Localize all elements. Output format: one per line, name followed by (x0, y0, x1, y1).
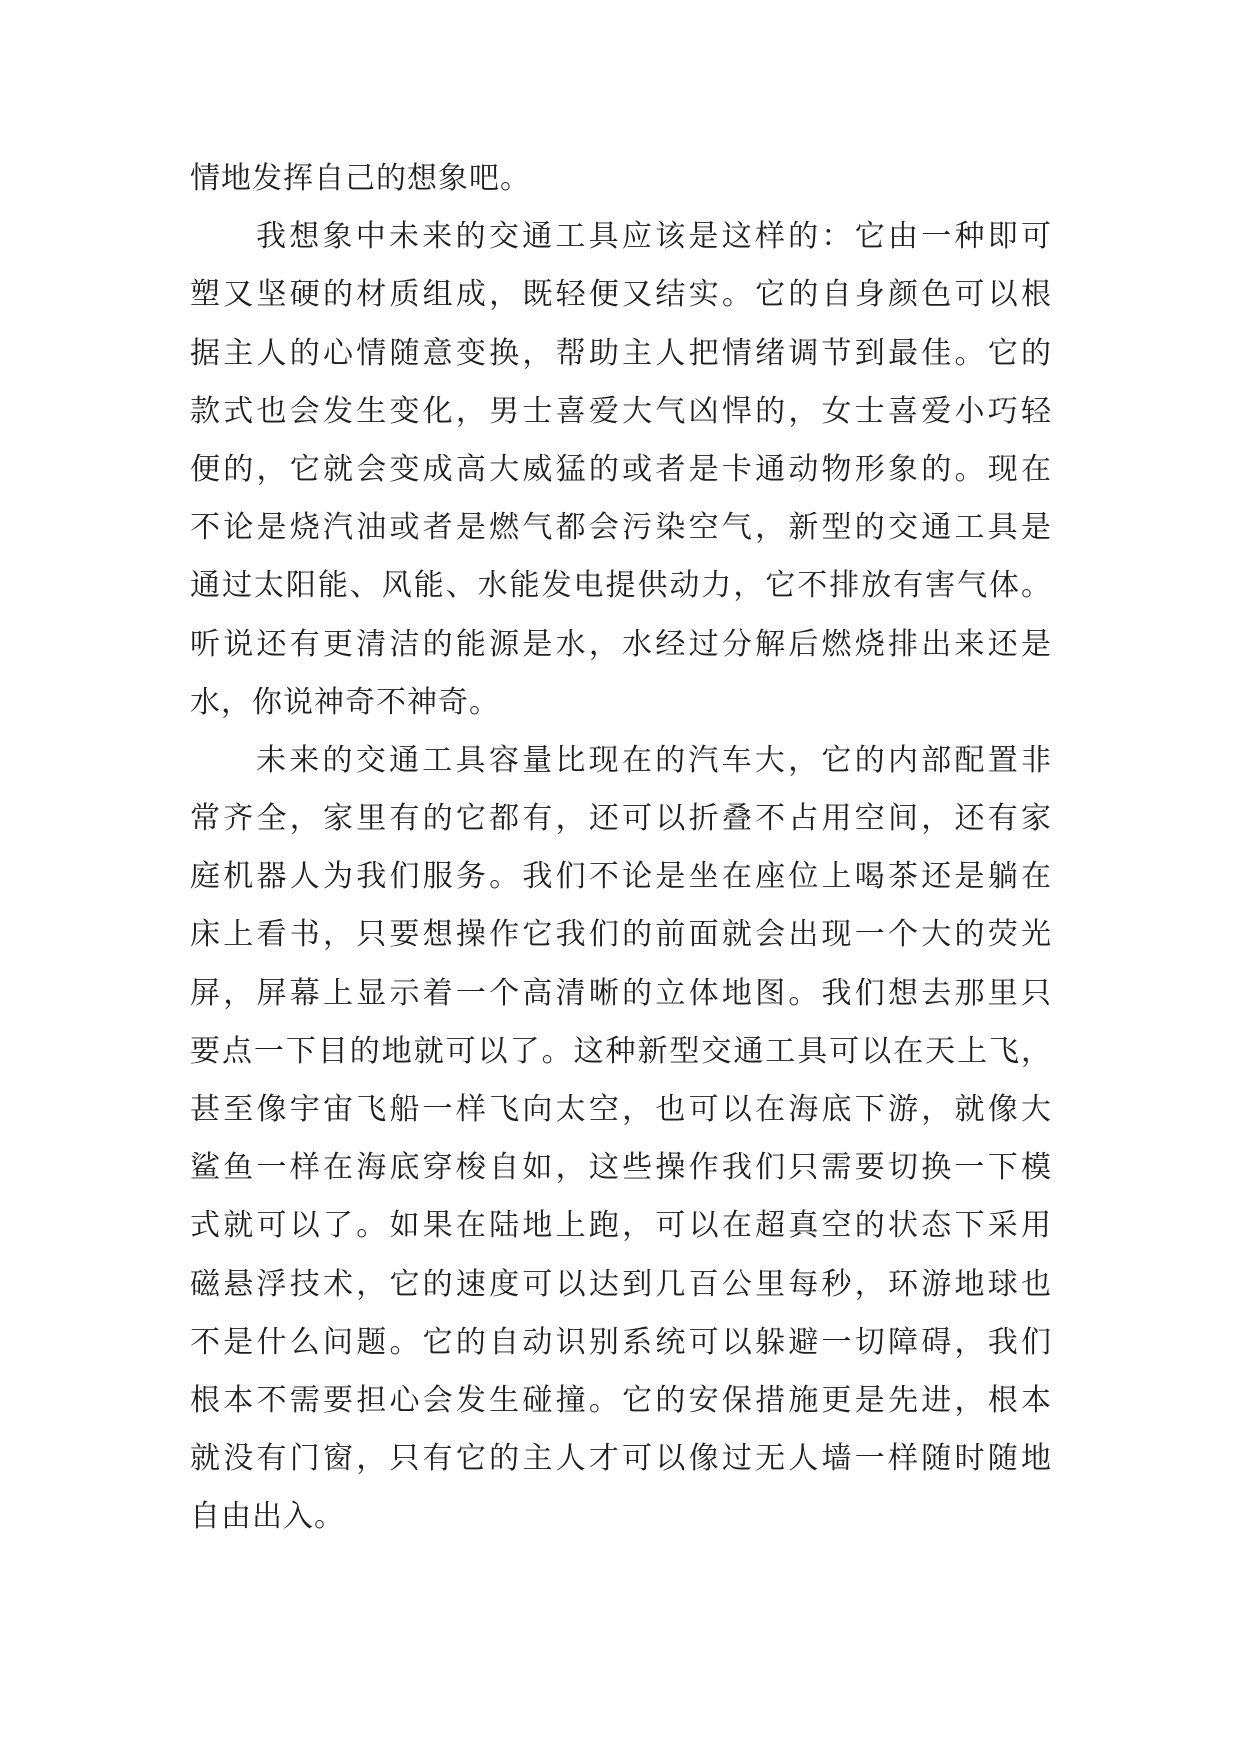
paragraph-2-line-9: 水，你说神奇不神奇。 (190, 684, 500, 720)
paragraph-3-line-14: 自由出入。 (190, 1499, 345, 1535)
paragraph-3-line-3: 庭机器人为我们服务。我们不论是坐在座位上喝茶还是躺在 (190, 859, 1052, 895)
paragraph-2-line-2: 塑又坚硬的材质组成，既轻便又结实。它的自身颜色可以根 (190, 277, 1052, 313)
paragraph-3-line-2: 常齐全，家里有的它都有，还可以折叠不占用空间，还有家 (190, 801, 1052, 837)
paragraph-3-line-1: 未来的交通工具容量比现在的汽车大，它的内部配置非 (256, 742, 1052, 778)
paragraph-2-line-4: 款式也会发生变化，男士喜爱大气凶悍的，女士喜爱小巧轻 (190, 393, 1052, 429)
paragraph-3-line-8: 鲨鱼一样在海底穿梭自如，这些操作我们只需要切换一下模 (190, 1150, 1052, 1186)
paragraph-2-line-5: 便的，它就会变成高大威猛的或者是卡通动物形象的。现在 (190, 451, 1052, 487)
paragraph-2-line-3: 据主人的心情随意变换，帮助主人把情绪调节到最佳。它的 (190, 335, 1052, 371)
essay-body (190, 150, 1052, 1547)
paragraph-2-line-6: 不论是烧汽油或者是燃气都会污染空气，新型的交通工具是 (190, 510, 1052, 546)
paragraph-3-line-11: 不是什么问题。它的自动识别系统可以躲避一切障碍，我们 (190, 1324, 1052, 1360)
paragraph-3-line-9: 式就可以了。如果在陆地上跑，可以在超真空的状态下采用 (190, 1208, 1052, 1244)
paragraph-2-line-7: 通过太阳能、风能、水能发电提供动力，它不排放有害气体。 (190, 568, 1052, 604)
paragraph-3-line-6: 要点一下目的地就可以了。这种新型交通工具可以在天上飞， (190, 1033, 1052, 1069)
paragraph-3-line-12: 根本不需要担心会发生碰撞。它的安保措施更是先进，根本 (190, 1382, 1052, 1418)
paragraph-3-line-4: 床上看书，只要想操作它我们的前面就会出现一个大的荧光 (190, 917, 1052, 953)
paragraph-3-line-7: 甚至像宇宙飞船一样飞向太空，也可以在海底下游，就像大 (190, 1092, 1052, 1127)
paragraph-3-line-10: 磁悬浮技术，它的速度可以达到几百公里每秒，环游地球也 (190, 1266, 1052, 1302)
paragraph-2-line-1: 我想象中未来的交通工具应该是这样的：它由一种即可 (256, 219, 1052, 255)
paragraph-2-line-8: 听说还有更清洁的能源是水，水经过分解后燃烧排出来还是 (190, 626, 1052, 662)
paragraph-1-line-1: 情地发挥自己的想象吧。 (190, 161, 531, 196)
paragraph-3-line-5: 屏，屏幕上显示着一个高清晰的立体地图。我们想去那里只 (190, 975, 1052, 1011)
paragraph-3-line-13: 就没有门窗，只有它的主人才可以像过无人墙一样随时随地 (190, 1441, 1052, 1477)
